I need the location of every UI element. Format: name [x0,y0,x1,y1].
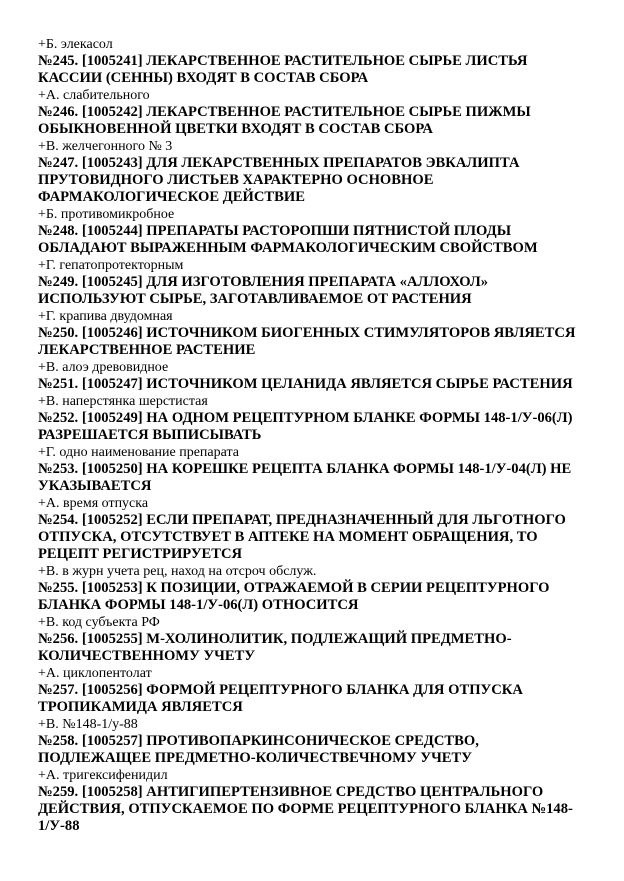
question-text: ДЕЙСТВИЯ, ОТПУСКАЕМОЕ ПО ФОРМЕ РЕЦЕПТУРНОГО БЛАНКА №148- [38,801,573,817]
question-text: №248. [1005244] ПРЕПАРАТЫ РАСТОРОПШИ ПЯТНИСТОЙ ПЛОДЫ [38,223,512,239]
question-text: №249. [1005245] ДЛЯ ИЗГОТОВЛЕНИЯ ПРЕПАРАТА «АЛЛОХОЛ» [38,274,489,290]
question-text: №246. [1005242] ЛЕКАРСТВЕННОЕ РАСТИТЕЛЬНОЕ СЫРЬЕ ПИЖМЫ [38,104,531,120]
question-block [38,376,598,410]
answer-text: +В. наперстянка шерстистая [38,394,208,409]
answer-text: +А. слабительного [38,88,150,103]
question-text: №256. [1005255] М-ХОЛИНОЛИТИК, ПОДЛЕЖАЩИЙ ПРЕДМЕТНО- [38,631,512,647]
answer-text: +В. в журн учета рец, наход на отсроч обслуж. [38,564,317,579]
question-text: №258. [1005257] ПРОТИВОПАРКИНСОНИЧЕСКОЕ СРЕДСТВО, [38,733,479,749]
question-text: ПОДЛЕЖАЩЕЕ ПРЕДМЕТНО-КОЛИЧЕСТВЕЧНОМУ УЧЕТУ [38,750,472,766]
question-text: ИСПОЛЬЗУЮТ СЫРЬЕ, ЗАГОТАВЛИВАЕМОЕ ОТ РАСТЕНИЯ [38,291,472,307]
document-page [38,36,598,835]
question-block [38,325,598,376]
question-text: №259. [1005258] АНТИГИПЕРТЕНЗИВНОЕ СРЕДСТВО ЦЕНТРАЛЬНОГО [38,784,544,800]
question-text: №245. [1005241] ЛЕКАРСТВЕННОЕ РАСТИТЕЛЬНОЕ СЫРЬЕ ЛИСТЬЯ [38,53,528,69]
question-text: КАССИИ (СЕННЫ) ВХОДЯТ В СОСТАВ СБОРА [38,70,369,86]
question-text: РЕЦЕПТ РЕГИСТРИРУЕТСЯ [38,546,243,562]
question-text: №247. [1005243] ДЛЯ ЛЕКАРСТВЕННЫХ ПРЕПАРАТОВ ЭВКАЛИПТА [38,155,520,171]
answer-text: +Г. гепатопротекторным [38,258,184,273]
question-text: УКАЗЫВАЕТСЯ [38,478,152,494]
question-text: ОТПУСКА, ОТСУТСТВУЕТ В АПТЕКЕ НА МОМЕНТ ОБРАЩЕНИЯ, ТО [38,529,538,545]
question-text: ОБЫКНОВЕННОЙ ЦВЕТКИ ВХОДЯТ В СОСТАВ СБОРА [38,121,433,137]
question-block [38,223,598,274]
question-text: №257. [1005256] ФОРМОЙ РЕЦЕПТУРНОГО БЛАНКА ДЛЯ ОТПУСКА [38,682,523,698]
question-block [38,512,598,580]
question-text: №252. [1005249] НА ОДНОМ РЕЦЕПТУРНОМ БЛАНКЕ ФОРМЫ 148-1/У-06(Л) [38,410,573,426]
answer-text: +В. код субъекта РФ [38,615,160,630]
question-block [38,682,598,733]
question-block [38,410,598,461]
answer-text: +В. желчегонного № 3 [38,139,173,154]
question-text: БЛАНКА ФОРМЫ 148-1/У-06(Л) ОТНОСИТСЯ [38,597,359,613]
question-text: №254. [1005252] ЕСЛИ ПРЕПАРАТ, ПРЕДНАЗНАЧЕННЫЙ ДЛЯ ЛЬГОТНОГО [38,512,566,528]
question-text: ОБЛАДАЮТ ВЫРАЖЕННЫМ ФАРМАКОЛОГИЧЕСКИМ СВОЙСТВОМ [38,240,538,256]
question-text: ТРОПИКАМИДА ЯВЛЯЕТСЯ [38,699,243,715]
answer-text: +А. циклопентолат [38,666,152,681]
question-block [38,104,598,155]
question-block [38,155,598,223]
answer-text: +Г. одно наименование препарата [38,445,239,460]
question-block [38,784,598,835]
answer-text: +В. №148-1/у-88 [38,717,138,732]
question-block [38,631,598,682]
question-block [38,274,598,325]
answer-text: +Г. крапива двудомная [38,309,173,324]
question-text: ЛЕКАРСТВЕННОЕ РАСТЕНИЕ [38,342,256,358]
question-block [38,580,598,631]
question-text: №255. [1005253] К ПОЗИЦИИ, ОТРАЖАЕМОЙ В СЕРИИ РЕЦЕПТУРНОГО [38,580,550,596]
lead-answer: +Б. элекасол [38,37,113,52]
question-text: ФАРМАКОЛОГИЧЕСКОЕ ДЕЙСТВИЕ [38,189,305,205]
answer-text: +А. время отпуска [38,496,149,511]
question-text: 1/У-88 [38,818,80,834]
answer-text: +А. тригексифенидил [38,768,168,783]
question-list [38,53,598,835]
question-text: ПРУТОВИДНОГО ЛИСТЬЕВ ХАРАКТЕРНО ОСНОВНОЕ [38,172,434,188]
question-text: КОЛИЧЕСТВЕННОМУ УЧЕТУ [38,648,256,664]
question-text: №251. [1005247] ИСТОЧНИКОМ ЦЕЛАНИДА ЯВЛЯЕТСЯ СЫРЬЕ РАСТЕНИЯ [38,376,573,392]
question-block [38,53,598,104]
answer-text: +Б. противомикробное [38,207,175,222]
answer-text: +В. алоэ древовидное [38,360,169,375]
question-text: РАЗРЕШАЕТСЯ ВЫПИСЫВАТЬ [38,427,262,443]
question-block [38,461,598,512]
question-text: №253. [1005250] НА КОРЕШКЕ РЕЦЕПТА БЛАНКА ФОРМЫ 148-1/У-04(Л) НЕ [38,461,572,477]
question-text: №250. [1005246] ИСТОЧНИКОМ БИОГЕННЫХ СТИМУЛЯТОРОВ ЯВЛЯЕТСЯ [38,325,576,341]
question-block [38,733,598,784]
